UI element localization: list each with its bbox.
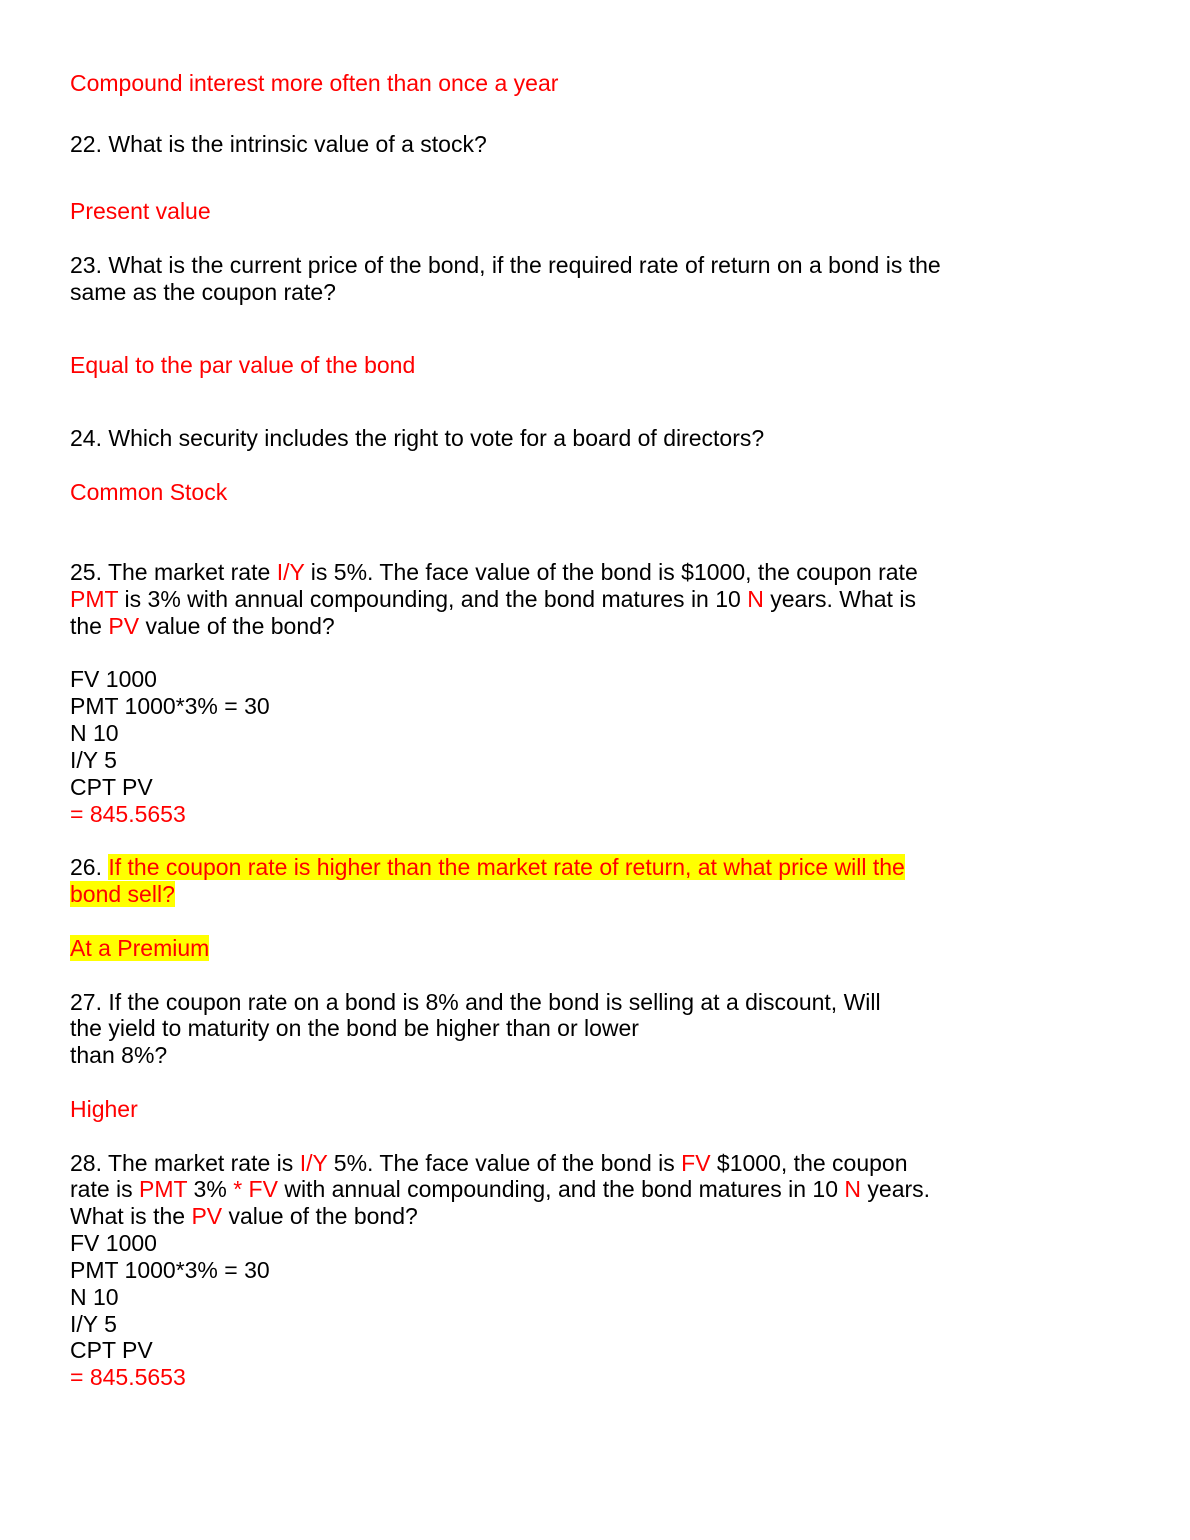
- calc-25-line: CPT PV: [70, 774, 153, 800]
- q28-n-label: N: [844, 1176, 862, 1202]
- q26-number: 26.: [70, 854, 109, 880]
- q25-text: the: [70, 613, 109, 639]
- question-23-line-1: 23. What is the current price of the bond, if the required rate of return on a bond is the: [70, 252, 941, 278]
- question-26-line-2: [70, 881, 175, 908]
- q25-pv-label: PV: [108, 613, 140, 639]
- question-23-line-2: same as the coupon rate?: [70, 279, 336, 305]
- answer-23: Equal to the par value of the bond: [70, 352, 416, 378]
- q28-pmt-label: PMT: [139, 1176, 188, 1202]
- calc-25-line: PMT 1000*3% = 30: [70, 693, 270, 719]
- q28-text: rate is: [70, 1176, 140, 1202]
- calc-25-line: I/Y 5: [70, 747, 117, 773]
- question-27-line-2: the yield to maturity on the bond be higher than or lower: [70, 1015, 639, 1041]
- q28-text: 3%: [187, 1176, 234, 1202]
- q28-fv-label: FV: [681, 1150, 711, 1176]
- answer-21: Compound interest more often than once a year: [70, 70, 559, 96]
- calc-28-line: CPT PV: [70, 1337, 153, 1363]
- q25-text: value of the bond?: [139, 613, 335, 639]
- answer-25: = 845.5653: [70, 801, 186, 827]
- question-28-line-1: [70, 1150, 908, 1177]
- q28-text: 5%. The face value of the bond is: [327, 1150, 682, 1176]
- calc-28-line: N 10: [70, 1284, 119, 1310]
- calc-28-line: PMT 1000*3% = 30: [70, 1257, 270, 1283]
- question-28-line-3: [70, 1203, 418, 1230]
- q28-text: value of the bond?: [222, 1203, 418, 1229]
- calc-28-line: FV 1000: [70, 1230, 157, 1256]
- q26-highlighted-text: bond sell?: [70, 881, 175, 907]
- q25-iy-label: I/Y: [276, 559, 305, 585]
- answer-26-text: At a Premium: [70, 935, 210, 961]
- q25-text: is 5%. The face value of the bond is $1000, the coupon rate: [304, 559, 918, 585]
- question-27-line-3: than 8%?: [70, 1042, 168, 1068]
- answer-22: Present value: [70, 198, 211, 224]
- question-25-line-3: [70, 613, 335, 640]
- question-27-line-1: 27. If the coupon rate on a bond is 8% and the bond is selling at a discount, Will: [70, 989, 881, 1015]
- q25-text: is 3% with annual compounding, and the bond matures in 10: [118, 586, 748, 612]
- answer-26: [70, 935, 209, 962]
- calc-25-line: N 10: [70, 720, 119, 746]
- question-26-line-1: [70, 854, 905, 881]
- answer-27: Higher: [70, 1096, 138, 1122]
- q25-pmt-label: PMT: [70, 586, 119, 612]
- q28-text: 28. The market rate is: [70, 1150, 300, 1176]
- calc-25-line: FV 1000: [70, 666, 157, 692]
- question-25-line-2: [70, 586, 916, 613]
- answer-28: = 845.5653: [70, 1364, 186, 1390]
- q28-fv-label: * FV: [233, 1176, 278, 1202]
- calc-28-line: I/Y 5: [70, 1311, 117, 1337]
- q28-iy-label: I/Y: [299, 1150, 328, 1176]
- question-22: 22. What is the intrinsic value of a stock?: [70, 131, 487, 157]
- q28-text: What is the: [70, 1203, 192, 1229]
- q25-text: years. What is: [763, 586, 916, 612]
- q28-text: with annual compounding, and the bond matures in 10: [277, 1176, 845, 1202]
- q25-text: 25. The market rate: [70, 559, 277, 585]
- q25-n-label: N: [747, 586, 764, 612]
- q28-text: $1000, the coupon: [710, 1150, 908, 1176]
- q26-highlighted-text: If the coupon rate is higher than the market rate of return, at what price will the: [108, 854, 905, 880]
- answer-24: Common Stock: [70, 479, 228, 505]
- question-28-line-2: [70, 1176, 930, 1203]
- q28-text: years.: [861, 1176, 931, 1202]
- question-25-line-1: [70, 559, 918, 586]
- q28-pv-label: PV: [191, 1203, 223, 1229]
- question-24: 24. Which security includes the right to vote for a board of directors?: [70, 425, 765, 451]
